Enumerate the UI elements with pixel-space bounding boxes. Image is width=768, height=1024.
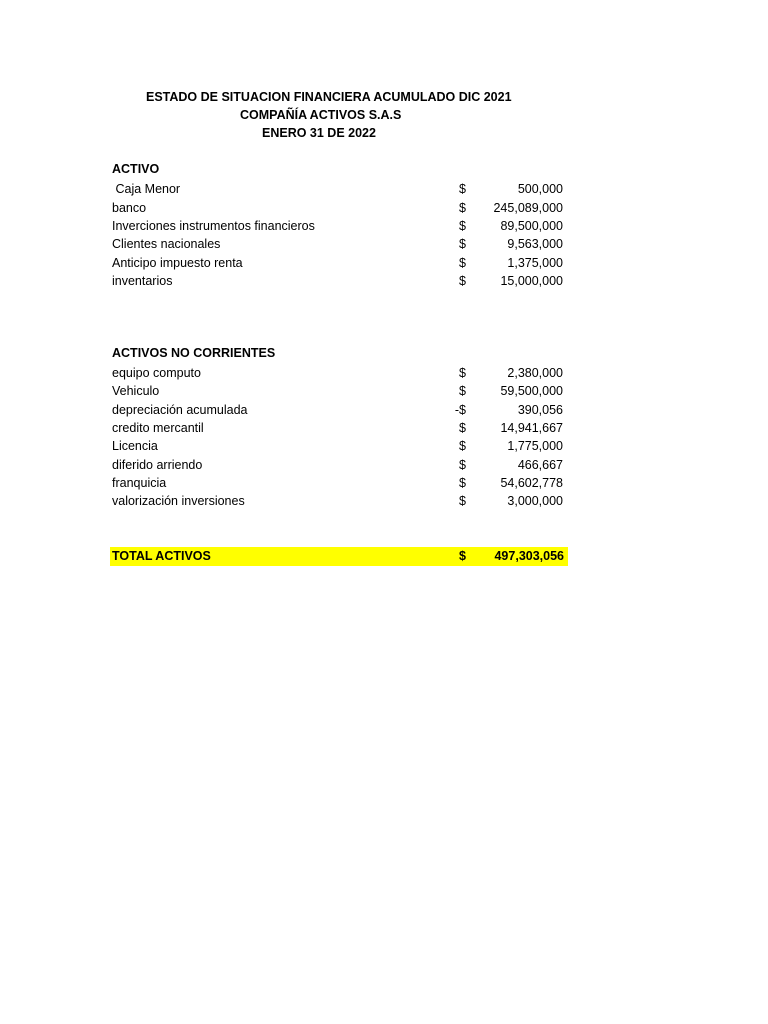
row-currency: $ xyxy=(459,219,466,233)
table-row xyxy=(110,199,566,217)
table-row xyxy=(110,456,566,474)
row-label: valorización inversiones xyxy=(112,494,245,508)
row-label: Caja Menor xyxy=(112,182,181,196)
table-row xyxy=(110,364,566,382)
row-currency: $ xyxy=(459,366,466,380)
row-label: Inverciones instrumentos financieros xyxy=(112,219,315,233)
table-row xyxy=(110,272,566,290)
section-heading-no-corrientes: ACTIVOS NO CORRIENTES xyxy=(112,346,276,360)
row-currency: $ xyxy=(459,274,466,288)
table-row xyxy=(110,419,566,437)
row-amount: 2,380,000 xyxy=(507,366,563,380)
row-amount: 500,000 xyxy=(517,182,563,196)
row-label: banco xyxy=(112,201,147,215)
row-currency: $ xyxy=(459,256,466,270)
row-amount: 15,000,000 xyxy=(500,274,563,288)
row-amount: 245,089,000 xyxy=(493,201,563,215)
row-currency: $ xyxy=(459,421,466,435)
company-name: COMPAÑÍA ACTIVOS S.A.S xyxy=(240,108,402,122)
table-row xyxy=(110,382,566,400)
table-row xyxy=(110,254,566,272)
row-label: depreciación acumulada xyxy=(112,403,248,417)
row-label: credito mercantil xyxy=(112,421,204,435)
total-label: TOTAL ACTIVOS xyxy=(112,549,211,563)
row-amount: 54,602,778 xyxy=(500,476,563,490)
total-amount: 497,303,056 xyxy=(494,549,564,563)
total-currency: $ xyxy=(459,549,466,563)
row-amount: 9,563,000 xyxy=(507,237,563,251)
row-amount: 390,056 xyxy=(517,403,563,417)
row-currency: $ xyxy=(459,182,466,196)
table-row xyxy=(110,474,566,492)
report-title: ESTADO DE SITUACION FINANCIERA ACUMULADO DIC 2021 xyxy=(146,90,512,104)
row-label: franquicia xyxy=(112,476,167,490)
row-currency: $ xyxy=(459,201,466,215)
row-label: Anticipo impuesto renta xyxy=(112,256,243,270)
section-heading-activo: ACTIVO xyxy=(112,162,160,176)
row-amount: 1,375,000 xyxy=(507,256,563,270)
table-row xyxy=(110,180,566,198)
row-label: diferido arriendo xyxy=(112,458,203,472)
row-currency: $ xyxy=(459,237,466,251)
row-amount: 89,500,000 xyxy=(500,219,563,233)
row-label: Vehiculo xyxy=(112,384,160,398)
row-label: Clientes nacionales xyxy=(112,237,221,251)
table-row xyxy=(110,437,566,455)
row-currency: $ xyxy=(459,476,466,490)
row-currency: -$ xyxy=(454,403,466,417)
table-row xyxy=(110,492,566,510)
row-label: inventarios xyxy=(112,274,173,288)
table-row xyxy=(110,235,566,253)
row-currency: $ xyxy=(459,384,466,398)
row-currency: $ xyxy=(459,439,466,453)
total-activos-row xyxy=(110,547,568,566)
row-label: Licencia xyxy=(112,439,158,453)
row-amount: 1,775,000 xyxy=(507,439,563,453)
row-currency: $ xyxy=(459,458,466,472)
table-row xyxy=(110,401,566,419)
row-currency: $ xyxy=(459,494,466,508)
row-amount: 3,000,000 xyxy=(507,494,563,508)
row-amount: 14,941,667 xyxy=(500,421,563,435)
row-amount: 59,500,000 xyxy=(500,384,563,398)
row-label: equipo computo xyxy=(112,366,201,380)
report-date: ENERO 31 DE 2022 xyxy=(262,126,376,140)
table-row xyxy=(110,217,566,235)
row-amount: 466,667 xyxy=(517,458,563,472)
